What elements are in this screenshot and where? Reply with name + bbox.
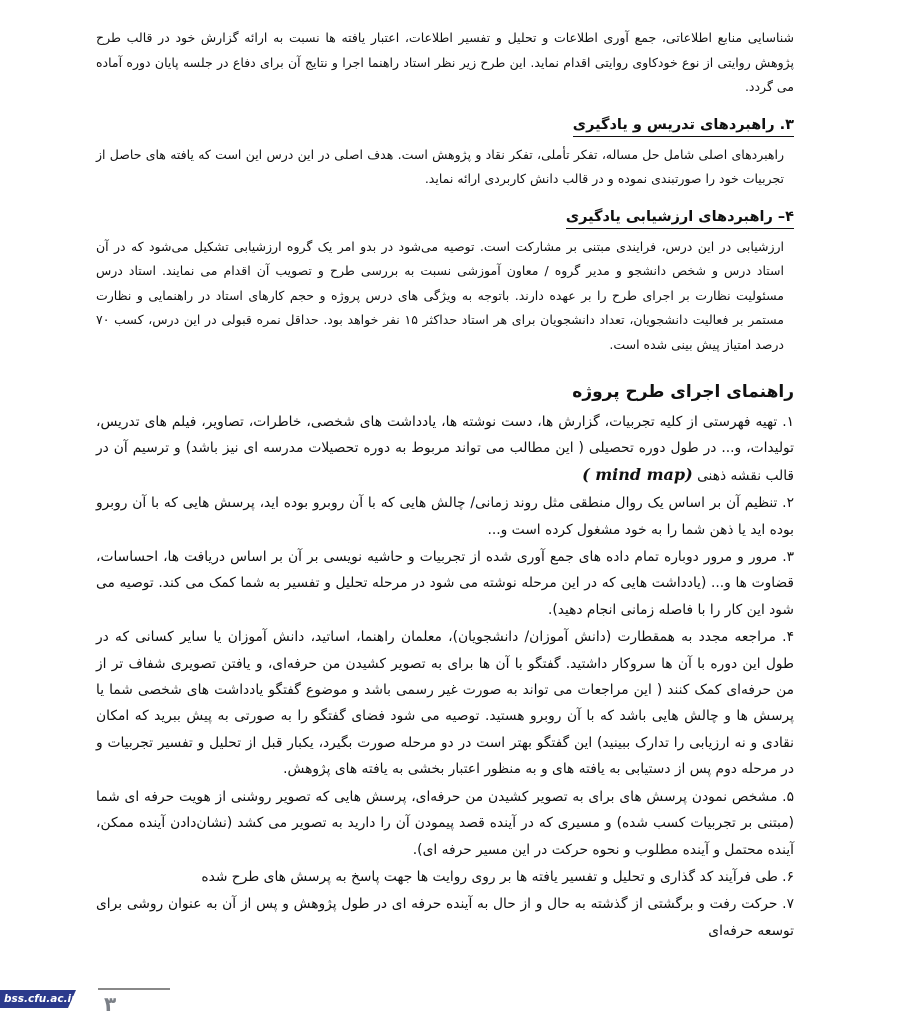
section-3-body: راهبردهای اصلی شامل حل مساله، تفکر تأملی، تفکر نقاد و پژوهش است. هدف اصلی در این درس این است که یافته های حاصل از تجربیات خود را صورتبندی نموده و در قالب دانش کاربردی ارائه نماید.	[96, 146, 784, 186]
section-3-title: ۳. راهبردهای تدریس و یادگیری	[573, 115, 794, 137]
section-4-title: ۴– راهبردهای ارزشیابی یادگیری	[566, 207, 794, 229]
guide-item-5: ۵. مشخص نمودن پرسش های برای به تصویر کشیدن من حرفه‌ای، پرسش هایی که تصویر روشنی از هویت حرفه ای شما (مبتنی بر تجربیات کسب شده) و مسیری که در آینده قصد پیمودن آن را دارید به تصویر می کشد (نشان‌دادن آینده ممکن، آینده محتمل و آینده مطلوب و نحوه حرکت در این مسیر حرفه ای).	[96, 788, 794, 858]
page-number: ۳	[104, 992, 117, 1016]
guide-item-7: ۷. حرکت رفت و برگشتی از گذشته به حال و از حال به آینده حرفه ای در طول پژوهش و پس از آن به عنوان روشی برای توسعه حرفه‌ای	[96, 896, 794, 939]
section-4-body: ارزشیابی در این درس، فرایندی مبتنی بر مشارکت است. توصیه می‌شود در بدو امر یک گروه ارزشیابی تشکیل می‌شود که در آن استاد درس و شخص دانشجو و مدیر گروه / معاون آموزشی نسبت به بررسی طرح و تصویب آن اقدام می نمایند. استاد درس مسئولیت نظارت بر اجرای طرح را بر عهده دارند. باتوجه به ویژگی های درس پروژه و حجم کارهای استاد در راهنمایی و نظارت مستمر بر فعالیت دانشجویان، تعداد دانشجویان برای هر استاد حداکثر ۱۵ نفر خواهد بود. حداقل نمره قبولی در این درس، کسب ۷۰ درصد امتیاز پیش بینی شده است.	[96, 238, 785, 352]
guide-title: راهنمای اجرای طرح پروژه	[572, 382, 794, 402]
section-teaching-strategies	[96, 114, 794, 192]
guide-item-1	[96, 409, 794, 489]
section-evaluation-strategies	[96, 206, 794, 358]
guide-item-2: ۲. تنظیم آن بر اساس یک روال منطقی مثل روند زمانی/ چالش هایی که با آن روبرو بوده اید، پرسش هایی که با آن روبرو بوده اید یا ذهن شما را به خود مشغول کرده است و...	[96, 495, 794, 538]
intro-paragraph: شناسایی منابع اطلاعاتی، جمع آوری اطلاعات و تحلیل و تفسیر اطلاعات، اعتبار یافته ها نسبت به ارائه گزارش خود در قالب طرح پژوهش روایتی از نوع خودکاوی روایتی اقدام نماید. این طرح زیر نظر استاد راهنما اجرا و نتایج آن برای دفاع در جلسه پایان دوره آماده می گردد.	[96, 30, 794, 94]
guide-item-4: ۴. مراجعه مجدد به همقطارت (دانش آموزان/ دانشجویان)، معلمان راهنما، اساتید، دانش آموزان یا سایر کسانی که در طول این دوره با آن ها سروکار داشتید. گفتگو با آن ها برای به تصویر کشیدن من حرفه‌ای، و یافتن تصویری شفاف تر از من حرفه‌ای کمک کنند ( این مراجعات می تواند به صورت غیر رسمی باشد و موضوع گفتگو یادداشت های شخصی شما یا پرسش ها و چالش هایی باشد که با آن روبرو هستید. توصیه می شود فضای گفتگو را به صورتی به پیش ببرید که امکان نقادی و نه ارزیابی را تدارک ببینید) این گفتگو بهتر است در دو مرحله صورت بگیرد، یکبار قبل از تحلیل و تفسیر تجربیات و در مرحله دوم پس از دستیابی به یافته های و به منظور اعتبار بخشی به یافته های پژوهش.	[96, 629, 794, 778]
guide-item-6: ۶. طی فرآیند کد گذاری و تحلیل و تفسیر یافته ها بر روی روایت ها جهت پاسخ به پرسش های طرح شده	[201, 868, 794, 885]
site-url[interactable]: bss.cfu.ac.ir	[4, 993, 77, 1005]
mind-map-term: ( mind map)	[582, 464, 693, 484]
guide-item-3: ۳. مرور و مرور دوباره تمام داده های جمع آوری شده از تجربیات و حاشیه نویسی بر آن بر اساس دریافت ها، احساسات، قضاوت ها و... (یادداشت هایی که در این مرحله نوشته می شود در مرحله تحلیل و تفسیر به شما کمک می کند. توصیه می شود این کار را با فاصله زمانی انجام دهید).	[96, 549, 794, 618]
document-body	[96, 26, 794, 945]
footer-divider	[98, 988, 170, 990]
guide-item-1-text: ۱. تهیه فهرستی از کلیه تجربیات، گزارش ها، دست نوشته ها، یادداشت های شخصی، خاطرات، تصاویر، فیلم های تدریس، تولیدات، و... در طول دوره تحصیلی ( این مطالب می تواند مربوط به دوره تحصیلات مدرسه ای نیز باشد) و ترسیم آن در قالب نقشه ذهنی	[96, 414, 794, 484]
